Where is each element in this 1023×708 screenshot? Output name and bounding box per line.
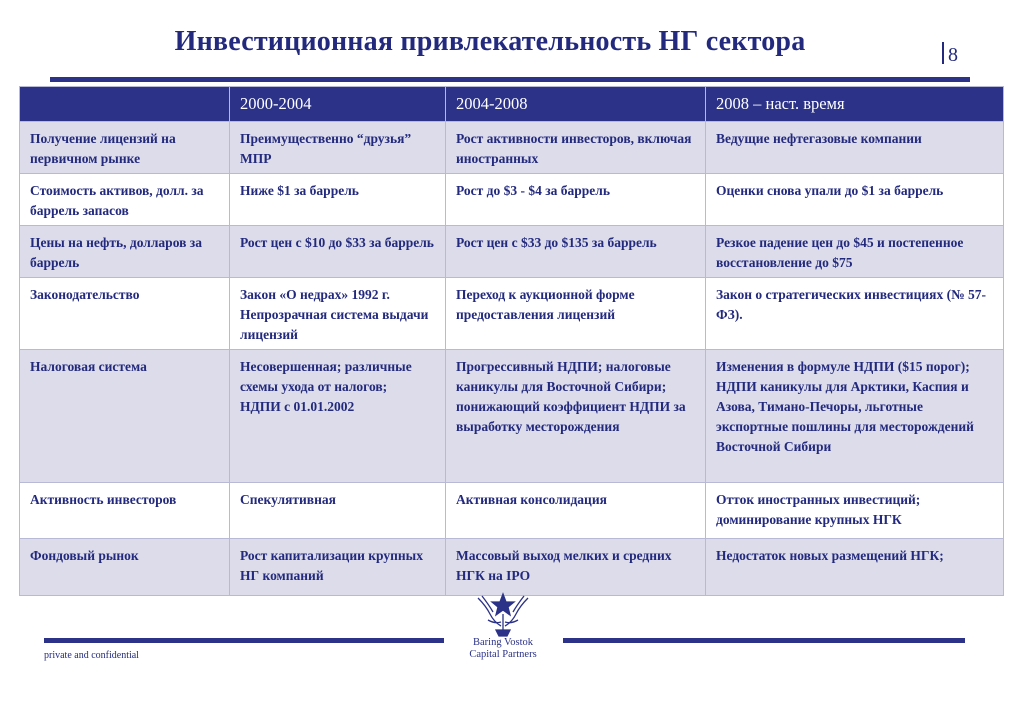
table-cell: Прогрессивный НДПИ; налоговые каникулы для Восточной Сибири; понижающий коэффициент НДПИ за выработку месторождения <box>446 350 706 483</box>
table-cell: Несовершенная; различные схемы ухода от налогов; НДПИ с 01.01.2002 <box>230 350 446 483</box>
table-header-row <box>20 87 1004 122</box>
row-label: Фондовый рынок <box>20 539 230 596</box>
table-cell: Недостаток новых размещений НГК; <box>706 539 1004 596</box>
table-cell: Рост цен с $10 до $33 за баррель <box>230 226 446 278</box>
table-cell: Рост капитализации крупных НГ компаний <box>230 539 446 596</box>
table-cell: Ведущие нефтегазовые компании <box>706 122 1004 174</box>
table-cell: Спекулятивная <box>230 483 446 539</box>
table-cell: Преимущественно “друзья” МПР <box>230 122 446 174</box>
eagle-emblem-icon <box>468 590 538 638</box>
column-header <box>20 87 230 122</box>
brand-line-1: Baring Vostok <box>473 637 533 648</box>
row-label: Налоговая система <box>20 350 230 483</box>
footer-rule-left <box>44 638 444 643</box>
row-label: Стоимость активов, долл. за баррель запасов <box>20 174 230 226</box>
table-row <box>20 122 1004 174</box>
row-label: Активность инвесторов <box>20 483 230 539</box>
page-title: Инвестиционная привлекательность НГ сектора <box>174 26 806 57</box>
row-label: Цены на нефть, долларов за баррель <box>20 226 230 278</box>
table-cell: Массовый выход мелких и средних НГК на IPO <box>446 539 706 596</box>
table-cell: Отток иностранных инвестиций; доминирование крупных НГК <box>706 483 1004 539</box>
table-cell: Переход к аукционной форме предоставления лицензий <box>446 278 706 350</box>
table-row <box>20 226 1004 278</box>
table-cell: Рост до $3 - $4 за баррель <box>446 174 706 226</box>
table-row <box>20 174 1004 226</box>
confidentiality-note: private and confidential <box>44 650 139 661</box>
page-number <box>942 42 958 67</box>
column-header: 2004-2008 <box>446 87 706 122</box>
table-row <box>20 350 1004 483</box>
row-label: Получение лицензий на первичном рынке <box>20 122 230 174</box>
footer-rule-right <box>563 638 965 643</box>
table-row <box>20 539 1004 596</box>
page-number-value: 8 <box>948 44 958 66</box>
header-rule <box>50 77 970 82</box>
table-cell: Активная консолидация <box>446 483 706 539</box>
page-number-divider <box>942 42 944 64</box>
table-row <box>20 278 1004 350</box>
table-cell: Резкое падение цен до $45 и постепенное восстановление до $75 <box>706 226 1004 278</box>
brand-name <box>430 637 576 661</box>
brand-line-2: Capital Partners <box>469 649 537 660</box>
table-row <box>20 483 1004 539</box>
table-cell: Оценки снова упали до $1 за баррель <box>706 174 1004 226</box>
row-label: Законодательство <box>20 278 230 350</box>
table-cell: Закон «О недрах» 1992 г. Непрозрачная система выдачи лицензий <box>230 278 446 350</box>
table-cell: Ниже $1 за баррель <box>230 174 446 226</box>
column-header: 2000-2004 <box>230 87 446 122</box>
comparison-table <box>19 86 1004 596</box>
table-cell: Рост цен с $33 до $135 за баррель <box>446 226 706 278</box>
table-cell: Закон о стратегических инвестициях (№ 57-ФЗ). <box>706 278 1004 350</box>
table-cell: Рост активности инвесторов, включая иностранных <box>446 122 706 174</box>
table-cell: Изменения в формуле НДПИ ($15 порог); НДПИ каникулы для Арктики, Каспия и Азова, Тимано-Печоры, льготные экспортные пошлины для месторождений Восточной Сибири <box>706 350 1004 483</box>
column-header: 2008 – наст. время <box>706 87 1004 122</box>
